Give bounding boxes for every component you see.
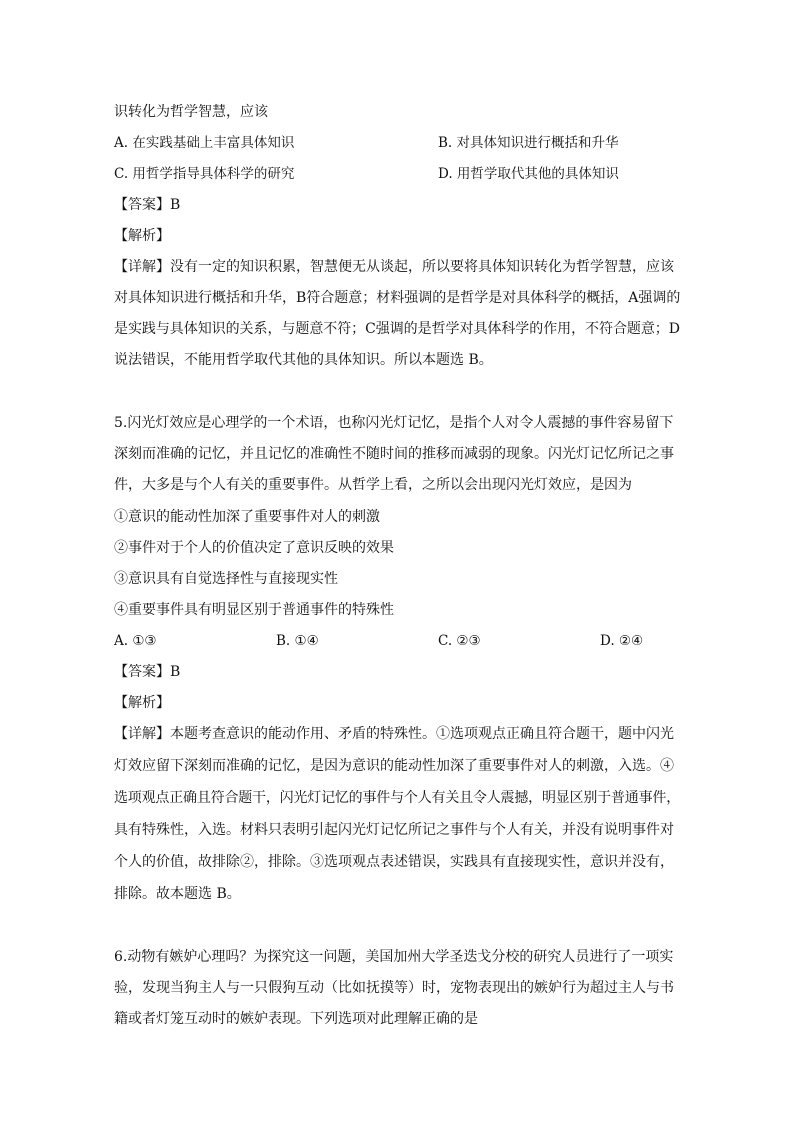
q5-statement-1: ①意识的能动性加深了重要事件对人的刺激 [114,509,380,525]
q5-option-d: D. ②④ [600,633,644,649]
q4-analysis-heading: 【解析】 [114,228,170,244]
q4-answer: 【答案】B [114,197,181,213]
q6-stem-line: 籍或者灯笼互动时的嫉妒表现。下列选项对此理解正确的是 [114,1011,478,1027]
q4-option-a: A. 在实践基础上丰富具体知识 [114,135,295,151]
q5-explanation-line: 【详解】本题考查意识的能动作用、矛盾的特殊性。①选项观点正确且符合题干，题中闪光 [114,726,674,742]
q5-analysis-heading: 【解析】 [114,695,170,711]
q5-explanation-line: 选项观点正确且符合题干，闪光灯记忆的事件与个人有关且令人震撼，明显区别于普通事件， [114,790,680,806]
q6-stem-line: 验，发现当狗主人与一只假狗互动（比如抚摸等）时，宠物表现出的嫉妒行为超过主人与书 [114,980,674,996]
q5-statement-3: ③意识具有自觉选择性与直接现实性 [114,571,338,587]
q4-option-b: B. 对具体知识进行概括和升华 [438,135,619,151]
q5-statement-4: ④重要事件具有明显区别于普通事件的特殊性 [114,602,394,618]
q5-stem-line: 深刻而准确的记忆，并且记忆的准确性不随时间的推移而减弱的现象。闪光灯记忆所记之事 [114,446,674,462]
q4-explanation-line: 是实践与具体知识的关系，与题意不符；C强调的是哲学对具体科学的作用，不符合题意；D [114,321,680,337]
q4-option-d: D. 用哲学取代其他的具体知识 [438,166,619,182]
q5-option-b: B. ①④ [276,633,319,649]
q4-explanation-line: 说法错误，不能用哲学取代其他的具体知识。所以本题选 B。 [114,352,493,368]
q4-option-c: C. 用哲学指导具体科学的研究 [114,166,295,182]
q5-statement-2: ②事件对于个人的价值决定了意识反映的效果 [114,540,394,556]
q5-option-c: C. ②③ [438,633,481,649]
q5-stem-line: 5.闪光灯效应是心理学的一个术语，也称闪光灯记忆，是指个人对令人震撼的事件容易留下 [114,415,674,431]
q5-explanation-line: 灯效应留下深刻而准确的记忆，是因为意识的能动性加深了重要事件对人的刺激，入选。④ [114,758,674,774]
q6-stem-line: 6.动物有嫉妒心理吗？为探究这一问题，美国加州大学圣迭戈分校的研究人员进行了一项实 [114,949,674,965]
q5-explanation-line: 具有特殊性，入选。材料只表明引起闪光灯记忆所记之事件与个人有关，并没有说明事件对 [114,822,674,838]
q5-answer: 【答案】B [114,664,181,680]
q5-explanation-line: 个人的价值，故排除②，排除。③选项观点表述错误，实践具有直接现实性，意识并没有， [114,854,674,870]
q5-explanation-line: 排除。故本题选 B。 [114,886,241,902]
q4-stem-tail: 识转化为哲学智慧，应该 [114,104,268,120]
q4-explanation-line: 对具体知识进行概括和升华，B符合题意；材料强调的是哲学是对具体科学的概括，A强调的 [114,290,681,306]
q4-explanation-line: 【详解】没有一定的知识积累，智慧便无从谈起，所以要将具体知识转化为哲学智慧，应该 [114,259,674,275]
q5-option-a: A. ①③ [114,633,157,649]
q5-stem-line: 件，大多是与个人有关的重要事件。从哲学上看，之所以会出现闪光灯效应，是因为 [114,477,632,493]
